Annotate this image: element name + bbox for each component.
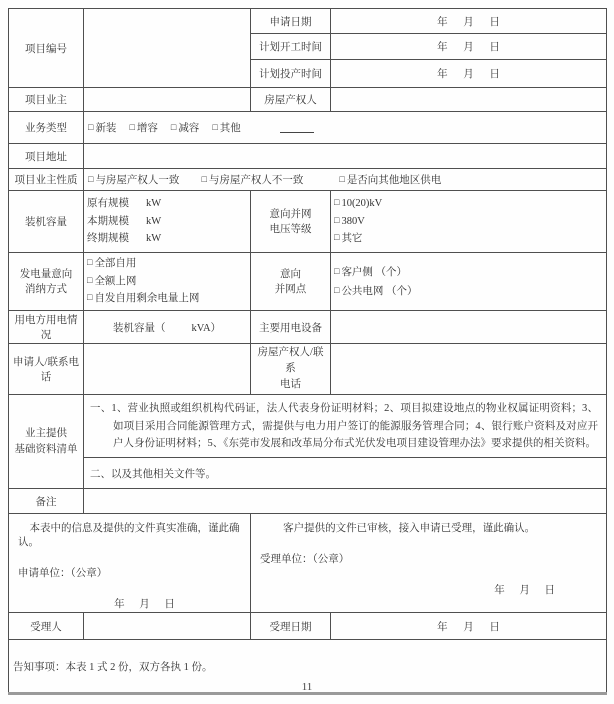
blank-underline (280, 122, 314, 133)
checkbox-icon: □ (334, 197, 340, 208)
applicant-confirmation-statement: 本表中的信息及提供的文件真实准确，谨此确认。 (18, 523, 240, 548)
option-label: 与房屋产权人不一致 (208, 175, 304, 186)
scale-unit: kW (146, 233, 162, 245)
project-address-label: 项目地址 (9, 144, 84, 169)
option-label: 其它 (341, 233, 363, 245)
checkbox-icon: □ (129, 122, 135, 132)
accept-date-label: 受理日期 (251, 613, 331, 640)
owner-nature-label: 项目业主性质 (9, 169, 84, 191)
grid-voltage-options (331, 191, 607, 253)
page-number: 11 (301, 681, 313, 693)
checkbox-icon: □ (87, 257, 93, 268)
capacity-row-current (87, 213, 247, 231)
checkbox-icon: □ (88, 174, 94, 184)
checkbox-option-capacity-decrease (171, 120, 199, 135)
connection-point-options (331, 253, 607, 311)
consumption-label-line1: 发电量意向 (19, 268, 73, 280)
acceptance-sign-date: 年 月 日 (494, 585, 555, 596)
option-label: 减容 (178, 123, 200, 134)
planned-start-label: 计划开工时间 (251, 34, 331, 60)
project-address-value (84, 144, 607, 169)
option-label: 客户侧 （个） (341, 266, 408, 278)
option-label: 自发自用剩余电量上网 (94, 293, 200, 305)
scale-unit: kW (146, 215, 162, 227)
applicant-unit-seal: 申请单位：（公章） (18, 568, 108, 579)
house-owner-phone-value (331, 344, 607, 395)
project-number-label: 项目编号 (9, 9, 84, 88)
connection-point-label-line2: 并网点 (274, 283, 307, 295)
capacity-prefix: 装机容量（ (112, 322, 166, 334)
main-equipment-value (331, 311, 607, 344)
checkbox-icon: □ (88, 122, 94, 132)
installed-capacity-value (84, 191, 251, 253)
checkbox-option-public-grid (334, 282, 603, 301)
scale-name: 原有规模 (87, 198, 129, 210)
checkbox-icon: □ (201, 174, 207, 184)
checkbox-option-same-as-owner (88, 172, 179, 187)
checkbox-icon: □ (334, 265, 340, 276)
option-label: 全额上网 (94, 275, 137, 287)
applicant-label: 申请人/联系电话 (9, 344, 84, 395)
accept-date-value: 年 月 日 (331, 613, 607, 640)
option-label: 是否向其他地区供电 (346, 175, 442, 186)
checkbox-icon: □ (334, 214, 340, 225)
consumption-options (84, 253, 251, 311)
main-equipment-label: 主要用电设备 (251, 311, 331, 344)
house-owner-value (331, 88, 607, 112)
checkbox-option-10-20kv (334, 195, 603, 213)
grid-voltage-label-line1: 意向并网 (269, 208, 312, 220)
checkbox-option-other (212, 120, 240, 135)
checkbox-option-capacity-increase (129, 120, 157, 135)
checkbox-option-full-grid (87, 273, 247, 291)
consumption-label-line2: 消纳方式 (25, 283, 67, 295)
installed-capacity-label: 装机容量 (9, 191, 84, 253)
acceptance-confirmation-statement: 客户提供的文件已审核，接入申请已受理，谨此确认。 (283, 523, 536, 534)
house-owner-phone-line2: 电话 (280, 379, 301, 390)
materials-label (9, 395, 84, 489)
confirmation-applicant-block (9, 514, 251, 613)
scale-unit: kW (146, 198, 162, 210)
application-date-label: 申请日期 (251, 9, 331, 34)
checkbox-option-surplus-to-grid (87, 290, 247, 308)
capacity-row-final (87, 230, 247, 248)
option-label: 全部自用 (94, 258, 137, 270)
consumption-label (9, 253, 84, 311)
notice-row: 告知事项：本表 1 式 2 份，双方各执 1 份。 (9, 640, 607, 694)
checkbox-icon: □ (87, 292, 93, 303)
checkbox-option-not-same-as-owner (201, 172, 303, 187)
checkbox-icon: □ (339, 174, 345, 184)
acceptance-unit-seal: 受理单位：（公章） (260, 554, 350, 565)
checkbox-icon: □ (334, 232, 340, 243)
option-label: 10(20)kV (341, 198, 383, 210)
business-type-options (84, 112, 607, 144)
option-label: 其他 (219, 123, 241, 134)
option-label: 新装 (95, 123, 117, 134)
checkbox-option-new-install (88, 120, 116, 135)
applicant-value (84, 344, 251, 395)
handler-label: 受理人 (9, 613, 84, 640)
grid-voltage-label-line2: 电压等级 (269, 223, 312, 235)
option-label: 增容 (136, 123, 158, 134)
checkbox-option-all-self-use (87, 255, 247, 273)
confirmation-acceptance-block (251, 514, 607, 613)
grid-voltage-label (251, 191, 331, 253)
consumer-usage-label: 用电方用电情况 (9, 311, 84, 344)
checkbox-option-supply-other-areas (339, 172, 441, 187)
checkbox-option-other-voltage (334, 230, 603, 248)
checkbox-icon: □ (87, 274, 93, 285)
checkbox-icon: □ (170, 122, 177, 132)
planned-production-label: 计划投产时间 (251, 60, 331, 88)
project-owner-value (84, 88, 251, 112)
checkbox-icon: □ (212, 122, 218, 132)
scale-name: 本期规模 (87, 215, 129, 227)
house-owner-phone-line1: 房屋产权人/联系 (257, 347, 324, 374)
house-owner-phone-label (251, 344, 331, 395)
checkbox-option-customer-side (334, 263, 603, 282)
capacity-suffix: kVA） (191, 322, 222, 334)
materials-item-one: 一、1、营业执照或组织机构代码证，法人代表身份证明材料；2、项目拟建设地点的物业权属证明资料；3、如项目采用合同能源管理方式，需提供与电力用户签订的能源服务管理合同；4、银行账户资料及对应开户人身份证明材料；5、《东莞市发展和改革局分布式光伏发电项目建设管理办法》要求提供的相关资料。 (84, 395, 607, 458)
option-label: 公共电网 （个） (341, 285, 418, 297)
checkbox-icon: □ (334, 284, 340, 295)
owner-nature-options (84, 169, 607, 191)
planned-production-value: 年 月 日 (331, 60, 607, 88)
business-type-label: 业务类型 (9, 112, 84, 144)
application-date-value: 年 月 日 (331, 9, 607, 34)
applicant-sign-date: 年 月 日 (114, 599, 175, 610)
remarks-label: 备注 (9, 489, 84, 514)
materials-item-two: 二、以及其他相关文件等。 (84, 458, 607, 489)
materials-label-line2: 基础资料清单 (14, 443, 78, 455)
checkbox-option-380v (334, 213, 603, 231)
remarks-value (84, 489, 607, 514)
planned-start-value: 年 月 日 (331, 34, 607, 60)
capacity-row-original (87, 195, 247, 213)
project-number-value (84, 9, 251, 88)
project-owner-label: 项目业主 (9, 88, 84, 112)
consumer-capacity-value (84, 311, 251, 344)
handler-value (84, 613, 251, 640)
materials-label-line1: 业主提供 (25, 427, 67, 439)
application-form-table (8, 8, 607, 695)
option-label: 与房屋产权人一致 (95, 175, 180, 186)
connection-point-label-line1: 意向 (280, 268, 301, 280)
option-label: 380V (341, 215, 365, 227)
house-owner-label: 房屋产权人 (251, 88, 331, 112)
scale-name: 终期规模 (87, 233, 129, 245)
connection-point-label (251, 253, 331, 311)
